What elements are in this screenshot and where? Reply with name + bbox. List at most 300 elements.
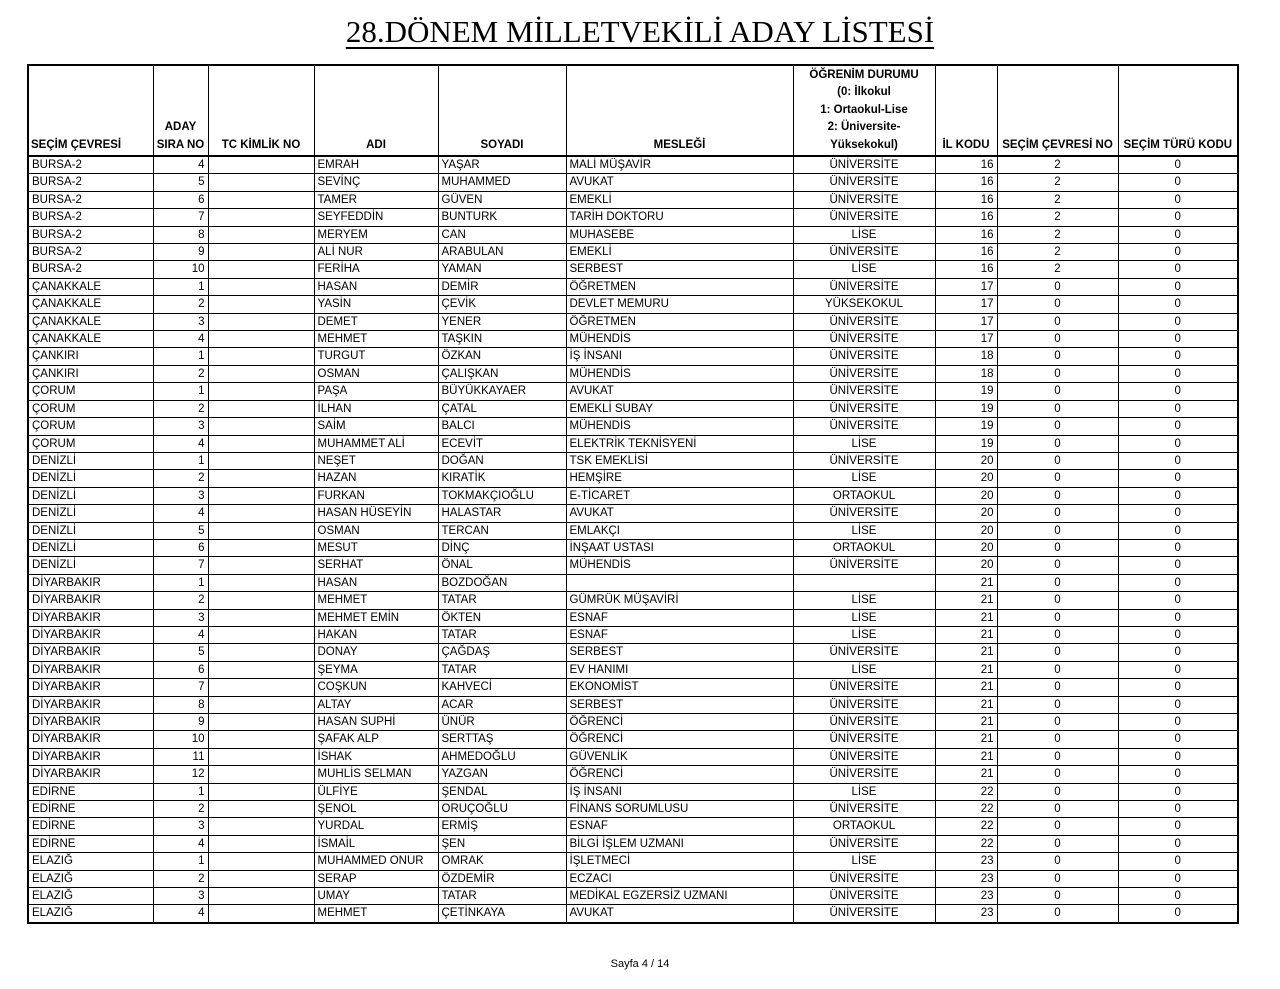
cell-ogrenim-durumu — [793, 574, 935, 591]
cell-secim-cevresi-no: 0 — [997, 452, 1118, 469]
cell-soyadi: ÇETİNKAYA — [438, 905, 566, 923]
cell-secim-turu-kodu: 0 — [1118, 801, 1238, 818]
table-row — [28, 818, 1238, 835]
cell-aday-sira-no: 4 — [153, 835, 208, 852]
cell-meslegi: ÖĞRENCİ — [566, 731, 793, 748]
cell-secim-turu-kodu: 0 — [1118, 888, 1238, 905]
cell-meslegi: SERBEST — [566, 644, 793, 661]
cell-adi: MUHAMMED ONUR — [314, 853, 438, 870]
cell-ogrenim-durumu: ÜNİVERSİTE — [793, 714, 935, 731]
cell-ogrenim-durumu: ÜNİVERSİTE — [793, 870, 935, 887]
cell-tc-kimlik-no — [208, 487, 314, 504]
cell-secim-cevresi: ÇORUM — [28, 435, 153, 452]
cell-ogrenim-durumu: ÜNİVERSİTE — [793, 156, 935, 174]
cell-adi: HASAN SUPHİ — [314, 714, 438, 731]
table-row — [28, 487, 1238, 504]
cell-adi: TURGUT — [314, 348, 438, 365]
cell-secim-turu-kodu: 0 — [1118, 539, 1238, 556]
cell-aday-sira-no: 3 — [153, 418, 208, 435]
cell-adi: ALİ NUR — [314, 244, 438, 261]
cell-tc-kimlik-no — [208, 365, 314, 382]
cell-secim-cevresi-no: 2 — [997, 261, 1118, 278]
cell-il-kodu: 17 — [935, 313, 997, 330]
cell-soyadi: TERCAN — [438, 522, 566, 539]
cell-meslegi: İŞLETMECİ — [566, 853, 793, 870]
cell-aday-sira-no: 2 — [153, 801, 208, 818]
cell-ogrenim-durumu: LİSE — [793, 522, 935, 539]
cell-ogrenim-durumu: ÜNİVERSİTE — [793, 365, 935, 382]
cell-aday-sira-no: 5 — [153, 522, 208, 539]
table-row — [28, 418, 1238, 435]
cell-il-kodu: 18 — [935, 348, 997, 365]
cell-secim-cevresi-no: 0 — [997, 313, 1118, 330]
cell-secim-cevresi: DENİZLİ — [28, 522, 153, 539]
cell-tc-kimlik-no — [208, 348, 314, 365]
cell-adi: FURKAN — [314, 487, 438, 504]
cell-aday-sira-no: 4 — [153, 505, 208, 522]
cell-secim-cevresi-no: 0 — [997, 696, 1118, 713]
cell-tc-kimlik-no — [208, 644, 314, 661]
cell-il-kodu: 22 — [935, 835, 997, 852]
cell-secim-cevresi-no: 0 — [997, 487, 1118, 504]
cell-secim-cevresi-no: 0 — [997, 592, 1118, 609]
cell-secim-cevresi: ÇORUM — [28, 418, 153, 435]
cell-secim-cevresi-no: 0 — [997, 278, 1118, 295]
cell-secim-turu-kodu: 0 — [1118, 278, 1238, 295]
cell-ogrenim-durumu: ÜNİVERSİTE — [793, 383, 935, 400]
cell-ogrenim-durumu: ÜNİVERSİTE — [793, 174, 935, 191]
cell-meslegi: SERBEST — [566, 261, 793, 278]
cell-aday-sira-no: 8 — [153, 226, 208, 243]
cell-adi: PAŞA — [314, 383, 438, 400]
cell-tc-kimlik-no — [208, 818, 314, 835]
cell-ogrenim-durumu: LİSE — [793, 470, 935, 487]
table-row — [28, 348, 1238, 365]
cell-secim-cevresi-no: 0 — [997, 296, 1118, 313]
cell-tc-kimlik-no — [208, 714, 314, 731]
cell-adi: ALTAY — [314, 696, 438, 713]
cell-soyadi: ACAR — [438, 696, 566, 713]
cell-meslegi: ÖĞRETMEN — [566, 313, 793, 330]
cell-tc-kimlik-no — [208, 522, 314, 539]
cell-secim-turu-kodu: 0 — [1118, 574, 1238, 591]
table-row — [28, 174, 1238, 191]
cell-adi: SERHAT — [314, 557, 438, 574]
page-title-text: 28.DÖNEM MİLLETVEKİLİ ADAY LİSTESİ — [345, 14, 935, 49]
cell-il-kodu: 19 — [935, 383, 997, 400]
cell-secim-cevresi: ÇANAKKALE — [28, 296, 153, 313]
cell-meslegi: E-TİCARET — [566, 487, 793, 504]
cell-ogrenim-durumu: ORTAOKUL — [793, 818, 935, 835]
cell-meslegi: SERBEST — [566, 696, 793, 713]
table-row — [28, 801, 1238, 818]
cell-tc-kimlik-no — [208, 801, 314, 818]
cell-aday-sira-no: 1 — [153, 574, 208, 591]
cell-soyadi: ECEVİT — [438, 435, 566, 452]
cell-meslegi: MUHASEBE — [566, 226, 793, 243]
cell-secim-cevresi: ELAZIĞ — [28, 888, 153, 905]
cell-secim-turu-kodu: 0 — [1118, 191, 1238, 208]
cell-aday-sira-no: 10 — [153, 731, 208, 748]
cell-meslegi: HEMŞİRE — [566, 470, 793, 487]
cell-adi: EMRAH — [314, 156, 438, 174]
cell-adi: HAZAN — [314, 470, 438, 487]
cell-tc-kimlik-no — [208, 592, 314, 609]
cell-il-kodu: 20 — [935, 505, 997, 522]
cell-secim-cevresi-no: 0 — [997, 331, 1118, 348]
cell-il-kodu: 16 — [935, 156, 997, 174]
cell-secim-cevresi: ÇORUM — [28, 383, 153, 400]
table-row — [28, 261, 1238, 278]
cell-il-kodu: 21 — [935, 644, 997, 661]
cell-aday-sira-no: 3 — [153, 609, 208, 626]
table-row — [28, 731, 1238, 748]
cell-adi: YASİN — [314, 296, 438, 313]
cell-il-kodu: 20 — [935, 487, 997, 504]
cell-aday-sira-no: 6 — [153, 661, 208, 678]
cell-secim-cevresi: DİYARBAKIR — [28, 644, 153, 661]
cell-tc-kimlik-no — [208, 748, 314, 765]
cell-il-kodu: 21 — [935, 626, 997, 643]
cell-secim-cevresi: ELAZIĞ — [28, 870, 153, 887]
cell-secim-turu-kodu: 0 — [1118, 905, 1238, 923]
cell-adi: MERYEM — [314, 226, 438, 243]
cell-aday-sira-no: 2 — [153, 400, 208, 417]
cell-adi: OSMAN — [314, 365, 438, 382]
cell-aday-sira-no: 1 — [153, 348, 208, 365]
cell-il-kodu: 16 — [935, 209, 997, 226]
cell-secim-cevresi-no: 0 — [997, 644, 1118, 661]
cell-il-kodu: 22 — [935, 801, 997, 818]
table-row — [28, 853, 1238, 870]
cell-soyadi: ÖZDEMİR — [438, 870, 566, 887]
cell-soyadi: DİNÇ — [438, 539, 566, 556]
cell-ogrenim-durumu: ÜNİVERSİTE — [793, 905, 935, 923]
cell-adi: SERAP — [314, 870, 438, 887]
cell-soyadi: ÇATAL — [438, 400, 566, 417]
table-body — [28, 156, 1238, 923]
cell-il-kodu: 16 — [935, 261, 997, 278]
cell-tc-kimlik-no — [208, 626, 314, 643]
cell-tc-kimlik-no — [208, 156, 314, 174]
cell-il-kodu: 21 — [935, 679, 997, 696]
cell-meslegi: GÜMRÜK MÜŞAVİRİ — [566, 592, 793, 609]
table-row — [28, 679, 1238, 696]
cell-secim-cevresi-no: 0 — [997, 853, 1118, 870]
cell-secim-cevresi: ELAZIĞ — [28, 853, 153, 870]
cell-meslegi — [566, 574, 793, 591]
cell-secim-turu-kodu: 0 — [1118, 348, 1238, 365]
cell-il-kodu: 20 — [935, 557, 997, 574]
cell-adi: İSHAK — [314, 748, 438, 765]
cell-soyadi: BÜYÜKKAYAER — [438, 383, 566, 400]
cell-adi: HASAN — [314, 574, 438, 591]
cell-tc-kimlik-no — [208, 853, 314, 870]
cell-secim-turu-kodu: 0 — [1118, 209, 1238, 226]
cell-secim-turu-kodu: 0 — [1118, 748, 1238, 765]
cell-secim-cevresi: ÇANAKKALE — [28, 331, 153, 348]
cell-meslegi: EMEKLİ — [566, 244, 793, 261]
cell-secim-turu-kodu: 0 — [1118, 626, 1238, 643]
cell-secim-cevresi: BURSA-2 — [28, 191, 153, 208]
cell-il-kodu: 16 — [935, 244, 997, 261]
cell-adi: SEVİNÇ — [314, 174, 438, 191]
cell-secim-cevresi: EDİRNE — [28, 818, 153, 835]
cell-secim-cevresi-no: 0 — [997, 574, 1118, 591]
page-title — [0, 12, 1280, 52]
table-row — [28, 783, 1238, 800]
cell-ogrenim-durumu: ÜNİVERSİTE — [793, 731, 935, 748]
cell-secim-cevresi: ÇANAKKALE — [28, 313, 153, 330]
cell-soyadi: CAN — [438, 226, 566, 243]
col-header-soyadi: SOYADI — [438, 65, 566, 156]
cell-secim-turu-kodu: 0 — [1118, 731, 1238, 748]
table-row — [28, 313, 1238, 330]
cell-adi: ŞENOL — [314, 801, 438, 818]
cell-secim-turu-kodu: 0 — [1118, 365, 1238, 382]
cell-secim-turu-kodu: 0 — [1118, 644, 1238, 661]
cell-secim-cevresi-no: 0 — [997, 679, 1118, 696]
cell-soyadi: SERTTAŞ — [438, 731, 566, 748]
cell-secim-cevresi-no: 0 — [997, 365, 1118, 382]
cell-soyadi: ÇAĞDAŞ — [438, 644, 566, 661]
cell-ogrenim-durumu: LİSE — [793, 226, 935, 243]
cell-secim-cevresi: EDİRNE — [28, 783, 153, 800]
table-row — [28, 505, 1238, 522]
cell-ogrenim-durumu: ÜNİVERSİTE — [793, 244, 935, 261]
cell-meslegi: EMEKLİ — [566, 191, 793, 208]
cell-secim-cevresi-no: 0 — [997, 626, 1118, 643]
cell-aday-sira-no: 9 — [153, 244, 208, 261]
cell-aday-sira-no: 4 — [153, 626, 208, 643]
cell-tc-kimlik-no — [208, 505, 314, 522]
cell-secim-cevresi-no: 2 — [997, 174, 1118, 191]
cell-meslegi: DEVLET MEMURU — [566, 296, 793, 313]
cell-ogrenim-durumu: ÜNİVERSİTE — [793, 452, 935, 469]
cell-ogrenim-durumu: ÜNİVERSİTE — [793, 644, 935, 661]
cell-aday-sira-no: 1 — [153, 783, 208, 800]
cell-secim-cevresi: DENİZLİ — [28, 539, 153, 556]
cell-ogrenim-durumu: ÜNİVERSİTE — [793, 191, 935, 208]
cell-secim-cevresi-no: 0 — [997, 383, 1118, 400]
cell-tc-kimlik-no — [208, 574, 314, 591]
cell-aday-sira-no: 6 — [153, 191, 208, 208]
cell-secim-cevresi-no: 0 — [997, 748, 1118, 765]
cell-secim-cevresi-no: 0 — [997, 905, 1118, 923]
cell-adi: MEHMET — [314, 331, 438, 348]
cell-tc-kimlik-no — [208, 278, 314, 295]
cell-soyadi: TAŞKIN — [438, 331, 566, 348]
table-row — [28, 296, 1238, 313]
cell-tc-kimlik-no — [208, 313, 314, 330]
cell-adi: SEYFEDDİN — [314, 209, 438, 226]
cell-soyadi: HALASTAR — [438, 505, 566, 522]
cell-secim-cevresi-no: 2 — [997, 191, 1118, 208]
cell-soyadi: MUHAMMED — [438, 174, 566, 191]
table-row — [28, 888, 1238, 905]
cell-ogrenim-durumu: ÜNİVERSİTE — [793, 696, 935, 713]
cell-soyadi: YAŞAR — [438, 156, 566, 174]
cell-soyadi: TATAR — [438, 592, 566, 609]
cell-adi: TAMER — [314, 191, 438, 208]
cell-secim-turu-kodu: 0 — [1118, 244, 1238, 261]
cell-il-kodu: 19 — [935, 435, 997, 452]
cell-secim-cevresi-no: 0 — [997, 522, 1118, 539]
cell-meslegi: İŞ İNSANI — [566, 783, 793, 800]
cell-secim-turu-kodu: 0 — [1118, 174, 1238, 191]
cell-secim-cevresi-no: 0 — [997, 470, 1118, 487]
cell-soyadi: TATAR — [438, 626, 566, 643]
cell-secim-cevresi: DİYARBAKIR — [28, 679, 153, 696]
cell-tc-kimlik-no — [208, 331, 314, 348]
cell-aday-sira-no: 11 — [153, 748, 208, 765]
cell-aday-sira-no: 5 — [153, 174, 208, 191]
cell-adi: MUHAMMET ALİ — [314, 435, 438, 452]
cell-tc-kimlik-no — [208, 835, 314, 852]
cell-il-kodu: 21 — [935, 574, 997, 591]
cell-adi: İSMAİL — [314, 835, 438, 852]
cell-ogrenim-durumu: ÜNİVERSİTE — [793, 766, 935, 783]
cell-secim-cevresi-no: 0 — [997, 783, 1118, 800]
cell-ogrenim-durumu: ÜNİVERSİTE — [793, 835, 935, 852]
cell-secim-cevresi: ELAZIĞ — [28, 905, 153, 923]
table-row — [28, 365, 1238, 382]
cell-adi: MUHLİS SELMAN — [314, 766, 438, 783]
cell-soyadi: BOZDOĞAN — [438, 574, 566, 591]
cell-secim-cevresi: DENİZLİ — [28, 557, 153, 574]
cell-aday-sira-no: 6 — [153, 539, 208, 556]
table-row — [28, 766, 1238, 783]
cell-secim-cevresi: BURSA-2 — [28, 209, 153, 226]
cell-meslegi: GÜVENLİK — [566, 748, 793, 765]
cell-aday-sira-no: 1 — [153, 452, 208, 469]
cell-il-kodu: 21 — [935, 714, 997, 731]
cell-il-kodu: 21 — [935, 661, 997, 678]
cell-adi: YURDAL — [314, 818, 438, 835]
cell-soyadi: TATAR — [438, 888, 566, 905]
cell-ogrenim-durumu: ÜNİVERSİTE — [793, 348, 935, 365]
cell-il-kodu: 17 — [935, 331, 997, 348]
cell-meslegi: FİNANS SORUMLUSU — [566, 801, 793, 818]
cell-aday-sira-no: 3 — [153, 888, 208, 905]
cell-tc-kimlik-no — [208, 888, 314, 905]
cell-meslegi: EKONOMİST — [566, 679, 793, 696]
cell-meslegi: ÖĞRENCİ — [566, 766, 793, 783]
cell-aday-sira-no: 4 — [153, 905, 208, 923]
table-row — [28, 226, 1238, 243]
cell-secim-cevresi: BURSA-2 — [28, 174, 153, 191]
cell-secim-cevresi: ÇORUM — [28, 400, 153, 417]
cell-aday-sira-no: 1 — [153, 383, 208, 400]
cell-aday-sira-no: 3 — [153, 313, 208, 330]
cell-secim-cevresi: DENİZLİ — [28, 470, 153, 487]
cell-secim-cevresi: DİYARBAKIR — [28, 766, 153, 783]
table-row — [28, 592, 1238, 609]
cell-adi: ÜLFİYE — [314, 783, 438, 800]
cell-tc-kimlik-no — [208, 400, 314, 417]
cell-adi: UMAY — [314, 888, 438, 905]
cell-aday-sira-no: 4 — [153, 435, 208, 452]
page-footer: Sayfa 4 / 14 — [610, 958, 670, 970]
col-header-ogrenim-line-4: 2: Üniversite- — [827, 121, 901, 133]
cell-secim-cevresi-no: 2 — [997, 244, 1118, 261]
cell-il-kodu: 21 — [935, 696, 997, 713]
cell-il-kodu: 21 — [935, 609, 997, 626]
cell-secim-cevresi-no: 0 — [997, 661, 1118, 678]
cell-secim-cevresi-no: 0 — [997, 714, 1118, 731]
cell-tc-kimlik-no — [208, 557, 314, 574]
cell-soyadi: ÖZKAN — [438, 348, 566, 365]
cell-tc-kimlik-no — [208, 418, 314, 435]
cell-secim-cevresi-no: 2 — [997, 209, 1118, 226]
cell-il-kodu: 16 — [935, 174, 997, 191]
cell-tc-kimlik-no — [208, 244, 314, 261]
cell-aday-sira-no: 7 — [153, 209, 208, 226]
cell-aday-sira-no: 3 — [153, 487, 208, 504]
cell-adi: OSMAN — [314, 522, 438, 539]
cell-secim-cevresi: BURSA-2 — [28, 226, 153, 243]
cell-adi: MEHMET — [314, 592, 438, 609]
cell-meslegi: BİLGİ İŞLEM UZMANI — [566, 835, 793, 852]
cell-aday-sira-no: 10 — [153, 261, 208, 278]
cell-aday-sira-no: 4 — [153, 156, 208, 174]
cell-il-kodu: 21 — [935, 731, 997, 748]
cell-meslegi: ESNAF — [566, 818, 793, 835]
cell-secim-turu-kodu: 0 — [1118, 418, 1238, 435]
table-row — [28, 209, 1238, 226]
cell-soyadi: ARABULAN — [438, 244, 566, 261]
table-row — [28, 870, 1238, 887]
cell-aday-sira-no: 7 — [153, 557, 208, 574]
cell-il-kodu: 23 — [935, 905, 997, 923]
cell-ogrenim-durumu: LİSE — [793, 853, 935, 870]
cell-il-kodu: 18 — [935, 365, 997, 382]
cell-secim-turu-kodu: 0 — [1118, 818, 1238, 835]
cell-tc-kimlik-no — [208, 661, 314, 678]
cell-soyadi: BALCI — [438, 418, 566, 435]
cell-tc-kimlik-no — [208, 191, 314, 208]
table-row — [28, 156, 1238, 174]
cell-meslegi: AVUKAT — [566, 174, 793, 191]
cell-tc-kimlik-no — [208, 731, 314, 748]
cell-soyadi: DOĞAN — [438, 452, 566, 469]
col-header-adi: ADI — [314, 65, 438, 156]
cell-meslegi: ESNAF — [566, 609, 793, 626]
cell-ogrenim-durumu: ÜNİVERSİTE — [793, 313, 935, 330]
cell-aday-sira-no: 7 — [153, 679, 208, 696]
table-row — [28, 470, 1238, 487]
cell-adi: MEHMET EMİN — [314, 609, 438, 626]
table-row — [28, 574, 1238, 591]
col-header-ogrenim-durumu — [793, 65, 935, 156]
cell-meslegi: TARİH DOKTORU — [566, 209, 793, 226]
cell-ogrenim-durumu: LİSE — [793, 661, 935, 678]
col-header-ogrenim-line-3: 1: Ortaokul-Lise — [820, 103, 908, 116]
col-header-ogrenim-line-1: ÖĞRENİM DURUMU — [809, 68, 919, 81]
cell-secim-cevresi-no: 0 — [997, 888, 1118, 905]
cell-adi: NEŞET — [314, 452, 438, 469]
cell-il-kodu: 17 — [935, 278, 997, 295]
cell-secim-turu-kodu: 0 — [1118, 696, 1238, 713]
cell-meslegi: AVUKAT — [566, 905, 793, 923]
cell-soyadi: ŞEN — [438, 835, 566, 852]
table-row — [28, 522, 1238, 539]
cell-secim-cevresi-no: 0 — [997, 400, 1118, 417]
cell-secim-cevresi-no: 0 — [997, 818, 1118, 835]
cell-adi: MESUT — [314, 539, 438, 556]
cell-soyadi: ÇEVİK — [438, 296, 566, 313]
cell-secim-turu-kodu: 0 — [1118, 766, 1238, 783]
